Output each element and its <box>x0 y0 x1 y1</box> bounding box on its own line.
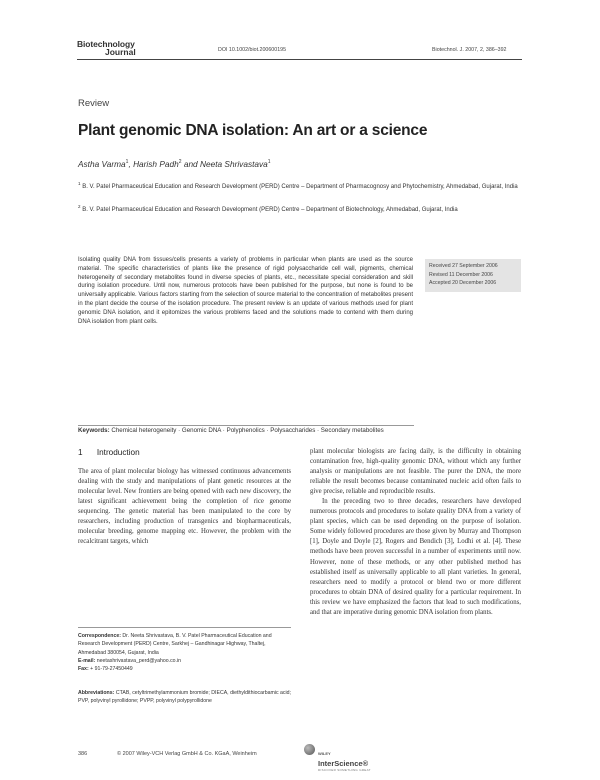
correspondence-text: Dr. Neeta Shrivastava, B. V. Patel Pharmaceutical Education and Research Development (PERD) Centre, Sarkhej – Gandhinagar Highway, Thaltej, Ahmedabad 380054, Gujarat, India <box>78 633 272 656</box>
fax-number: + 91-79-27450449 <box>90 666 133 673</box>
wiley-label: WILEY <box>318 751 331 756</box>
affiliation-text: B. V. Patel Pharmaceutical Education and Research Development (PERD) Centre – Department of Pharmacognosy and Phytochemistry, Ahmedabad, Gujarat, India <box>82 184 518 190</box>
keywords <box>78 426 418 436</box>
author-conjunction: and <box>183 159 198 169</box>
abbreviations-text: CTAB, cetyltrimethylammonium bromide; DIECA, diethyldithiocarbamic acid; PVP, polyvinyl pyrollidone; PVPP, polyvinyl polypyrollidone <box>78 690 291 705</box>
fax-label: Fax: <box>78 666 89 673</box>
author-name: Astha Varma <box>78 159 126 169</box>
keywords-list: Chemical heterogeneity · Genomic DNA · Polyphenolics · Polysaccharides · Secondary metabolites <box>111 427 384 434</box>
revised-date: Revised 11 December 2006 <box>429 271 493 278</box>
article-dates-box <box>425 259 521 292</box>
globe-icon <box>304 744 315 755</box>
affiliation-marker: 1 <box>267 159 271 166</box>
abbreviations-label: Abbreviations: <box>78 690 115 696</box>
keywords-label: Keywords: <box>78 427 110 434</box>
section-title: Introduction <box>96 448 140 457</box>
body-paragraph: In the preceding two to three decades, researchers have developed numerous protocols and procedures to isolate quality DNA from a variety of plant species, which can be used depending on the purpose of isolation. Some widely followed procedures are those given by Murray and Thompson [1], Doyle and Doyle [2], Rogers and Bendich [3], Lodhi et al. [4]. These methods have been proven successful in a number of experiments until now. However, none of these methods, or any other published method has established itself as universally applicable to all plant varieties. In general, researchers need to modify a protocol or blend two or more different procedures to obtain DNA of desired quality for a particular requirement. In this review we have emphasized the factors that lead to such modifications, and that are imperative during genomic DNA isolation from plants. <box>310 498 521 616</box>
author-name: Neeta Shrivastava <box>199 159 268 169</box>
journal-name-line2: Journal <box>105 46 136 57</box>
doi: DOI 10.1002/biot.200600195 <box>218 47 287 53</box>
correspondence-label: Correspondence: <box>78 633 121 639</box>
journal-logo <box>77 40 136 56</box>
body-column-left: The area of plant molecular biology has witnessed continuous advancements dealing with the study and manipulations of plant genetic resources at the molecular level. New frontiers are being opened with each new discovery, the latest significant achievement being the completion of rice genome sequencing. The genetic material has been manipulated to the core by researchers, including production of transgenics and biopharmaceuticals, molecular breeding, genome mapping etc. However, the problem with the recalcitrant targets, which <box>78 468 291 546</box>
author-list: Astha Varma$^1$, Harish Padh$^2$ and Neeta Shrivastava$^1$ <box>78 159 271 169</box>
affiliation-text: B. V. Patel Pharmaceutical Education and Research Development (PERD) Centre – Department of Biotechnology, Ahmedabad, Gujarat, India <box>82 207 458 213</box>
footnote-divider <box>78 627 291 628</box>
section-type: Review <box>78 98 110 109</box>
affiliation-marker: 1 <box>125 159 129 166</box>
page-number: 386 <box>78 751 88 757</box>
body-column-right <box>310 447 521 618</box>
section-number: 1 <box>78 448 83 457</box>
header-divider <box>77 59 522 60</box>
affiliation-marker: 2 <box>178 159 182 166</box>
journal-name-line1: Biotechnology <box>77 39 135 49</box>
affiliation <box>78 181 518 192</box>
author-name: Harish Padh <box>133 159 179 169</box>
section-heading <box>78 448 140 457</box>
email-label: E-mail: <box>78 657 96 664</box>
affiliation-number: 1 <box>78 181 81 186</box>
received-date: Received 27 September 2006 <box>429 263 498 269</box>
affiliation <box>78 204 518 215</box>
affiliation-number: 2 <box>78 204 81 209</box>
email-link[interactable]: neetashrivastava_perd@yahoo.co.in <box>96 657 182 664</box>
citation: Biotechnol. J. 2007, 2, 386–392 <box>432 47 507 53</box>
body-paragraph: plant molecular biologists are facing daily, is the difficulty in obtaining contamination free, high-quality genomic DNA, without which any further analysis or manipulations are not feasible. The purer the DNA, the more reliable the result becomes because contaminated nucleic acid often fails to give precise, reliable and reproducible results. <box>310 448 521 496</box>
accepted-date: Accepted 20 December 2006 <box>429 280 497 287</box>
article-title: Plant genomic DNA isolation: An art or a science <box>78 122 428 139</box>
interscience-tagline: DISCOVER SOMETHING GREAT <box>318 768 371 772</box>
interscience-label: InterScience® <box>318 759 369 768</box>
abbreviations-note <box>78 689 291 706</box>
correspondence-note <box>78 632 291 674</box>
wiley-interscience-logo <box>318 742 371 772</box>
abstract: Isolating quality DNA from tissues/cells presents a variety of problems in particular when plants are used as the source material. The specific characteristics of plants like the presence of rigid polysaccharide cell wall, pigments, chemical heterogeneity of secondary metabolites found in diverse species of plants, etc., necessitate special consideration and skill during isolation procedure. Until now, numerous protocols have been published for the purpose, but none is found to be universally applicable. Various factors starting from the selection of source material to the concentration of metabolites present in the plant decide the course of the isolation procedure. The present review is an update of various methods used for plant genomic DNA isolation, and it epitomizes the various problems faced and the solutions made to contend with them during DNA isolation from plant cells. <box>78 257 413 325</box>
copyright: © 2007 Wiley-VCH Verlag GmbH & Co. KGaA, Weinheim <box>117 751 257 757</box>
